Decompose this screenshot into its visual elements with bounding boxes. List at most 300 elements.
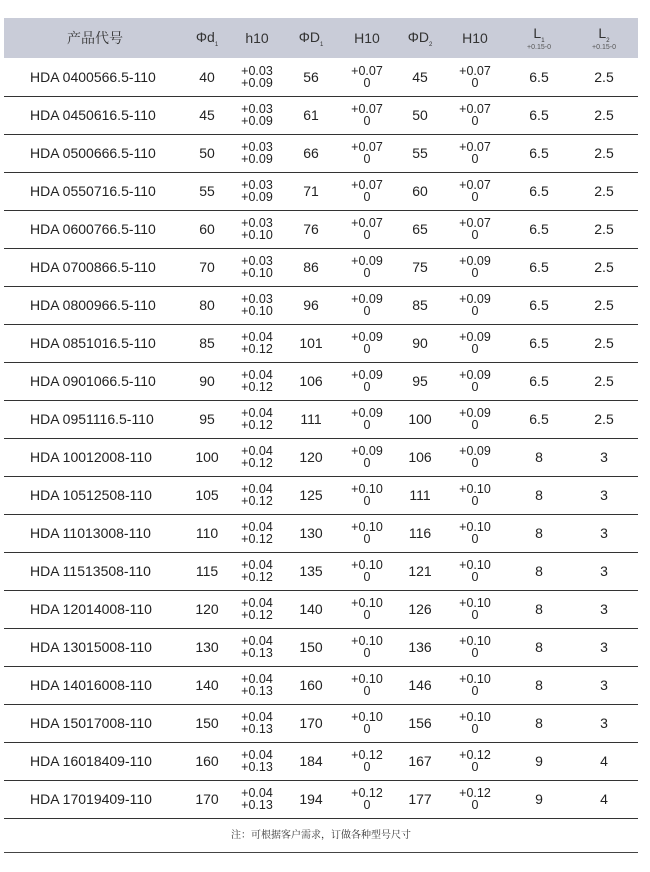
cell-D2: 45 bbox=[398, 58, 442, 96]
cell-H10-a bbox=[336, 134, 398, 172]
cell-h10-lower: +0.13 bbox=[241, 722, 273, 736]
table-row bbox=[4, 438, 638, 476]
cell-L1: 6.5 bbox=[508, 134, 570, 172]
cell-d1: 105 bbox=[186, 476, 228, 514]
cell-H10-a-upper: +0.07 bbox=[351, 140, 383, 154]
cell-d1: 50 bbox=[186, 134, 228, 172]
cell-h10 bbox=[228, 210, 286, 248]
cell-H10-a bbox=[336, 780, 398, 818]
cell-h10 bbox=[228, 628, 286, 666]
cell-H10-a-lower: 0 bbox=[363, 646, 371, 660]
cell-h10-upper: +0.03 bbox=[241, 140, 273, 154]
cell-H10-a-upper: +0.09 bbox=[351, 406, 383, 420]
cell-h10 bbox=[228, 514, 286, 552]
cell-H10-b-lower: 0 bbox=[471, 532, 479, 546]
cell-d1: 120 bbox=[186, 590, 228, 628]
cell-H10-b-upper: +0.09 bbox=[459, 406, 491, 420]
cell-H10-a-upper: +0.09 bbox=[351, 254, 383, 268]
cell-H10-a-lower: 0 bbox=[363, 304, 371, 318]
cell-D2: 156 bbox=[398, 704, 442, 742]
cell-L1: 6.5 bbox=[508, 210, 570, 248]
header-d1: $\Phi d_1$ bbox=[195, 28, 219, 48]
cell-h10 bbox=[228, 590, 286, 628]
cell-L1: 9 bbox=[508, 742, 570, 780]
cell-H10-a bbox=[336, 438, 398, 476]
cell-h10-lower: +0.09 bbox=[241, 75, 273, 90]
cell-H10-b-lower: 0 bbox=[471, 646, 479, 660]
cell-H10-b-lower: 0 bbox=[471, 342, 479, 356]
cell-H10-b bbox=[442, 438, 508, 476]
cell-L1: 8 bbox=[508, 552, 570, 590]
cell-D1: 170 bbox=[286, 704, 336, 742]
cell-H10-a bbox=[336, 628, 398, 666]
cell-h10 bbox=[228, 134, 286, 172]
cell-L2: 3 bbox=[570, 666, 638, 704]
cell-D1: 106 bbox=[286, 362, 336, 400]
cell-D1: 76 bbox=[286, 210, 336, 248]
table-header bbox=[4, 18, 638, 58]
cell-d1: 60 bbox=[186, 210, 228, 248]
cell-D2: 90 bbox=[398, 324, 442, 362]
bottom-rule bbox=[4, 852, 638, 853]
cell-L2: 2.5 bbox=[570, 362, 638, 400]
cell-H10-b-upper: +0.07 bbox=[459, 178, 491, 192]
cell-L2: 2.5 bbox=[570, 286, 638, 324]
table-row bbox=[4, 514, 638, 552]
cell-d1: 160 bbox=[186, 742, 228, 780]
cell-H10-b-lower: 0 bbox=[471, 760, 479, 774]
product-code: HDA 16018409-110 bbox=[4, 742, 186, 780]
cell-H10-a bbox=[336, 58, 398, 96]
table-row bbox=[4, 742, 638, 780]
cell-L2: 3 bbox=[570, 628, 638, 666]
cell-D2: 85 bbox=[398, 286, 442, 324]
cell-h10-upper: +0.04 bbox=[241, 520, 273, 534]
cell-H10-a bbox=[336, 552, 398, 590]
cell-h10 bbox=[228, 552, 286, 590]
cell-H10-b-upper: +0.07 bbox=[459, 216, 491, 230]
cell-L1: 8 bbox=[508, 514, 570, 552]
cell-H10-b-upper: +0.09 bbox=[459, 292, 491, 306]
cell-H10-b-lower: 0 bbox=[471, 570, 479, 584]
cell-L2: 2.5 bbox=[570, 58, 638, 96]
cell-h10 bbox=[228, 476, 286, 514]
cell-d1: 100 bbox=[186, 438, 228, 476]
cell-H10-a-upper: +0.10 bbox=[351, 672, 383, 686]
product-code: HDA 0500666.5-110 bbox=[4, 134, 186, 172]
cell-L1: 8 bbox=[508, 704, 570, 742]
cell-L2: 2.5 bbox=[570, 248, 638, 286]
product-code: HDA 0550716.5-110 bbox=[4, 172, 186, 210]
cell-L1: 8 bbox=[508, 666, 570, 704]
cell-h10-lower: +0.09 bbox=[241, 190, 273, 204]
cell-H10-b-lower: 0 bbox=[471, 608, 479, 622]
cell-L1: 9 bbox=[508, 780, 570, 818]
cell-H10-b bbox=[442, 476, 508, 514]
cell-D2: 116 bbox=[398, 514, 442, 552]
cell-H10-b-upper: +0.10 bbox=[459, 710, 491, 724]
cell-h10-lower: +0.10 bbox=[241, 304, 273, 318]
cell-D2: 55 bbox=[398, 134, 442, 172]
cell-L1: 8 bbox=[508, 438, 570, 476]
cell-H10-a bbox=[336, 362, 398, 400]
table-row bbox=[4, 96, 638, 134]
cell-H10-a-lower: 0 bbox=[363, 342, 371, 356]
table-row bbox=[4, 552, 638, 590]
product-code: HDA 0851016.5-110 bbox=[4, 324, 186, 362]
cell-H10-b-lower: 0 bbox=[471, 266, 479, 280]
cell-D1: 125 bbox=[286, 476, 336, 514]
cell-h10 bbox=[228, 58, 286, 96]
cell-D2: 121 bbox=[398, 552, 442, 590]
product-code: HDA 0800966.5-110 bbox=[4, 286, 186, 324]
table-row bbox=[4, 248, 638, 286]
cell-H10-a-upper: +0.07 bbox=[351, 178, 383, 192]
cell-D1: 160 bbox=[286, 666, 336, 704]
cell-d1: 80 bbox=[186, 286, 228, 324]
cell-H10-b-lower: 0 bbox=[471, 75, 479, 90]
cell-L2: 3 bbox=[570, 590, 638, 628]
cell-L1: 8 bbox=[508, 476, 570, 514]
table-row bbox=[4, 210, 638, 248]
table-row bbox=[4, 400, 638, 438]
cell-H10-b-lower: 0 bbox=[471, 722, 479, 736]
cell-h10-lower: +0.13 bbox=[241, 760, 273, 774]
cell-h10-upper: +0.03 bbox=[241, 254, 273, 268]
cell-h10-lower: +0.12 bbox=[241, 570, 273, 584]
cell-H10-a-upper: +0.12 bbox=[351, 748, 383, 762]
cell-H10-b-lower: 0 bbox=[471, 114, 479, 128]
cell-h10-upper: +0.04 bbox=[241, 710, 273, 724]
cell-H10-b-upper: +0.12 bbox=[459, 786, 491, 800]
cell-H10-b bbox=[442, 134, 508, 172]
cell-H10-a-upper: +0.10 bbox=[351, 710, 383, 724]
cell-H10-a-lower: 0 bbox=[363, 114, 371, 128]
cell-h10-lower: +0.13 bbox=[241, 646, 273, 660]
product-code: HDA 0450616.5-110 bbox=[4, 96, 186, 134]
cell-H10-a bbox=[336, 400, 398, 438]
cell-h10-lower: +0.09 bbox=[241, 114, 273, 128]
cell-H10-b-upper: +0.10 bbox=[459, 634, 491, 648]
product-code: HDA 13015008-110 bbox=[4, 628, 186, 666]
cell-H10-b bbox=[442, 590, 508, 628]
cell-L2: 3 bbox=[570, 438, 638, 476]
cell-D1: 135 bbox=[286, 552, 336, 590]
cell-L2: 2.5 bbox=[570, 134, 638, 172]
cell-H10-b-lower: 0 bbox=[471, 228, 479, 242]
cell-D2: 136 bbox=[398, 628, 442, 666]
cell-H10-b bbox=[442, 742, 508, 780]
table-row bbox=[4, 476, 638, 514]
cell-D2: 95 bbox=[398, 362, 442, 400]
product-code: HDA 0901066.5-110 bbox=[4, 362, 186, 400]
cell-D1: 66 bbox=[286, 134, 336, 172]
cell-H10-a-lower: 0 bbox=[363, 494, 371, 508]
cell-H10-a-lower: 0 bbox=[363, 760, 371, 774]
cell-h10 bbox=[228, 172, 286, 210]
cell-H10-a-lower: 0 bbox=[363, 684, 371, 698]
cell-d1: 130 bbox=[186, 628, 228, 666]
cell-D1: 111 bbox=[286, 400, 336, 438]
cell-H10-a-lower: 0 bbox=[363, 266, 371, 280]
cell-H10-a bbox=[336, 590, 398, 628]
cell-h10-lower: +0.10 bbox=[241, 228, 273, 242]
cell-h10-lower: +0.13 bbox=[241, 684, 273, 698]
cell-h10-upper: +0.03 bbox=[241, 63, 273, 78]
cell-H10-b-upper: +0.09 bbox=[459, 444, 491, 458]
cell-h10 bbox=[228, 704, 286, 742]
cell-H10-a-upper: +0.09 bbox=[351, 444, 383, 458]
cell-H10-b bbox=[442, 552, 508, 590]
cell-L1: 6.5 bbox=[508, 324, 570, 362]
cell-H10-a-lower: 0 bbox=[363, 722, 371, 736]
cell-H10-a-upper: +0.10 bbox=[351, 596, 383, 610]
cell-H10-a bbox=[336, 172, 398, 210]
product-code: HDA 12014008-110 bbox=[4, 590, 186, 628]
cell-D1: 120 bbox=[286, 438, 336, 476]
cell-H10-b-upper: +0.10 bbox=[459, 596, 491, 610]
table-row bbox=[4, 628, 638, 666]
cell-D1: 96 bbox=[286, 286, 336, 324]
cell-h10 bbox=[228, 96, 286, 134]
cell-h10-lower: +0.10 bbox=[241, 266, 273, 280]
cell-H10-b-upper: +0.10 bbox=[459, 558, 491, 572]
cell-h10-upper: +0.04 bbox=[241, 406, 273, 420]
cell-H10-b bbox=[442, 704, 508, 742]
cell-L2: 3 bbox=[570, 704, 638, 742]
cell-H10-a bbox=[336, 742, 398, 780]
cell-h10 bbox=[228, 742, 286, 780]
cell-D2: 177 bbox=[398, 780, 442, 818]
cell-D1: 194 bbox=[286, 780, 336, 818]
cell-h10-lower: +0.12 bbox=[241, 456, 273, 470]
cell-H10-b-lower: 0 bbox=[471, 456, 479, 470]
cell-L2: 2.5 bbox=[570, 324, 638, 362]
cell-h10-upper: +0.03 bbox=[241, 102, 273, 116]
cell-h10 bbox=[228, 362, 286, 400]
cell-H10-a-upper: +0.10 bbox=[351, 520, 383, 534]
cell-H10-b-lower: 0 bbox=[471, 418, 479, 432]
cell-H10-b-upper: +0.09 bbox=[459, 368, 491, 382]
cell-h10-upper: +0.03 bbox=[241, 292, 273, 306]
cell-h10 bbox=[228, 780, 286, 818]
cell-D2: 60 bbox=[398, 172, 442, 210]
cell-D2: 146 bbox=[398, 666, 442, 704]
cell-H10-b bbox=[442, 58, 508, 96]
cell-H10-b-lower: 0 bbox=[471, 304, 479, 318]
product-code: HDA 10512508-110 bbox=[4, 476, 186, 514]
cell-H10-a bbox=[336, 704, 398, 742]
cell-h10-upper: +0.04 bbox=[241, 596, 273, 610]
table-body bbox=[4, 58, 638, 818]
cell-h10-lower: +0.12 bbox=[241, 342, 273, 356]
cell-D2: 111 bbox=[398, 476, 442, 514]
cell-h10-lower: +0.12 bbox=[241, 494, 273, 508]
cell-H10-b-lower: 0 bbox=[471, 152, 479, 166]
cell-D2: 50 bbox=[398, 96, 442, 134]
header-row bbox=[4, 18, 638, 58]
cell-H10-b-lower: 0 bbox=[471, 380, 479, 394]
table-row bbox=[4, 590, 638, 628]
cell-H10-a-lower: 0 bbox=[363, 456, 371, 470]
cell-h10-upper: +0.04 bbox=[241, 444, 273, 458]
cell-L2: 2.5 bbox=[570, 400, 638, 438]
header-H10-b: H10 bbox=[462, 30, 488, 46]
cell-H10-a bbox=[336, 286, 398, 324]
cell-L1: 6.5 bbox=[508, 286, 570, 324]
cell-H10-b-upper: +0.10 bbox=[459, 482, 491, 496]
cell-d1: 140 bbox=[186, 666, 228, 704]
cell-h10-upper: +0.04 bbox=[241, 634, 273, 648]
cell-H10-a-upper: +0.12 bbox=[351, 786, 383, 800]
cell-H10-b bbox=[442, 628, 508, 666]
table-row bbox=[4, 362, 638, 400]
table-row bbox=[4, 704, 638, 742]
cell-h10 bbox=[228, 286, 286, 324]
cell-H10-a bbox=[336, 248, 398, 286]
cell-h10-upper: +0.04 bbox=[241, 748, 273, 762]
cell-D2: 65 bbox=[398, 210, 442, 248]
spec-sheet bbox=[4, 18, 638, 841]
cell-h10-upper: +0.04 bbox=[241, 368, 273, 382]
cell-h10-upper: +0.04 bbox=[241, 672, 273, 686]
cell-d1: 150 bbox=[186, 704, 228, 742]
cell-H10-b bbox=[442, 210, 508, 248]
cell-h10-lower: +0.12 bbox=[241, 532, 273, 546]
product-code: HDA 11513508-110 bbox=[4, 552, 186, 590]
cell-d1: 55 bbox=[186, 172, 228, 210]
product-code: HDA 15017008-110 bbox=[4, 704, 186, 742]
cell-d1: 40 bbox=[186, 58, 228, 96]
cell-L2: 2.5 bbox=[570, 96, 638, 134]
table-row bbox=[4, 286, 638, 324]
cell-H10-b-upper: +0.07 bbox=[459, 102, 491, 116]
table-row bbox=[4, 666, 638, 704]
cell-L1: 8 bbox=[508, 590, 570, 628]
cell-H10-b-lower: 0 bbox=[471, 684, 479, 698]
cell-D1: 101 bbox=[286, 324, 336, 362]
cell-H10-b-lower: 0 bbox=[471, 494, 479, 508]
cell-H10-b bbox=[442, 324, 508, 362]
cell-H10-a-lower: 0 bbox=[363, 418, 371, 432]
header-L1: $L_1$ +0.15-0 bbox=[527, 25, 551, 51]
header-H10-a: H10 bbox=[354, 30, 380, 46]
header-D1: $\Phi D_1$ bbox=[298, 28, 324, 48]
product-code: HDA 0951116.5-110 bbox=[4, 400, 186, 438]
cell-h10 bbox=[228, 666, 286, 704]
cell-H10-b-upper: +0.09 bbox=[459, 330, 491, 344]
cell-H10-b-lower: 0 bbox=[471, 798, 479, 812]
spec-table bbox=[4, 18, 638, 819]
cell-H10-a bbox=[336, 96, 398, 134]
cell-H10-b bbox=[442, 286, 508, 324]
cell-L1: 6.5 bbox=[508, 172, 570, 210]
cell-h10-upper: +0.04 bbox=[241, 330, 273, 344]
cell-h10-upper: +0.03 bbox=[241, 216, 273, 230]
cell-L2: 3 bbox=[570, 476, 638, 514]
header-h10: h10 bbox=[245, 30, 269, 46]
cell-H10-b bbox=[442, 666, 508, 704]
cell-H10-a-lower: 0 bbox=[363, 798, 371, 812]
table-row bbox=[4, 58, 638, 96]
product-code: HDA 0400566.5-110 bbox=[4, 58, 186, 96]
cell-d1: 45 bbox=[186, 96, 228, 134]
cell-H10-a-upper: +0.09 bbox=[351, 292, 383, 306]
cell-H10-a-lower: 0 bbox=[363, 152, 371, 166]
cell-D1: 56 bbox=[286, 58, 336, 96]
cell-d1: 85 bbox=[186, 324, 228, 362]
product-code: HDA 14016008-110 bbox=[4, 666, 186, 704]
header-code: 产品代号 bbox=[67, 30, 123, 46]
cell-H10-b-upper: +0.10 bbox=[459, 520, 491, 534]
cell-H10-a bbox=[336, 514, 398, 552]
product-code: HDA 10012008-110 bbox=[4, 438, 186, 476]
cell-H10-b-upper: +0.12 bbox=[459, 748, 491, 762]
product-code: HDA 17019409-110 bbox=[4, 780, 186, 818]
cell-H10-a-upper: +0.07 bbox=[351, 216, 383, 230]
cell-L1: 6.5 bbox=[508, 58, 570, 96]
product-code: HDA 0700866.5-110 bbox=[4, 248, 186, 286]
table-row bbox=[4, 172, 638, 210]
cell-d1: 70 bbox=[186, 248, 228, 286]
cell-D2: 167 bbox=[398, 742, 442, 780]
cell-H10-a-upper: +0.10 bbox=[351, 558, 383, 572]
cell-D2: 100 bbox=[398, 400, 442, 438]
cell-L2: 4 bbox=[570, 780, 638, 818]
cell-H10-a bbox=[336, 666, 398, 704]
cell-H10-b-upper: +0.10 bbox=[459, 672, 491, 686]
table-row bbox=[4, 780, 638, 818]
cell-H10-a-upper: +0.07 bbox=[351, 63, 383, 78]
cell-D2: 126 bbox=[398, 590, 442, 628]
table-row bbox=[4, 324, 638, 362]
product-code: HDA 11013008-110 bbox=[4, 514, 186, 552]
cell-D1: 71 bbox=[286, 172, 336, 210]
cell-H10-b bbox=[442, 96, 508, 134]
cell-h10 bbox=[228, 438, 286, 476]
cell-L2: 2.5 bbox=[570, 210, 638, 248]
cell-h10-upper: +0.04 bbox=[241, 558, 273, 572]
cell-H10-a bbox=[336, 476, 398, 514]
cell-h10-lower: +0.12 bbox=[241, 380, 273, 394]
cell-h10-lower: +0.12 bbox=[241, 418, 273, 432]
cell-L2: 3 bbox=[570, 552, 638, 590]
cell-H10-a-lower: 0 bbox=[363, 380, 371, 394]
cell-L1: 8 bbox=[508, 628, 570, 666]
cell-H10-a bbox=[336, 210, 398, 248]
cell-D1: 184 bbox=[286, 742, 336, 780]
cell-H10-b bbox=[442, 362, 508, 400]
cell-d1: 95 bbox=[186, 400, 228, 438]
cell-H10-a-lower: 0 bbox=[363, 608, 371, 622]
cell-H10-b bbox=[442, 248, 508, 286]
cell-d1: 170 bbox=[186, 780, 228, 818]
cell-H10-a bbox=[336, 324, 398, 362]
cell-H10-b-upper: +0.07 bbox=[459, 140, 491, 154]
cell-d1: 90 bbox=[186, 362, 228, 400]
cell-H10-b-upper: +0.09 bbox=[459, 254, 491, 268]
cell-h10 bbox=[228, 324, 286, 362]
cell-h10-lower: +0.12 bbox=[241, 608, 273, 622]
cell-h10 bbox=[228, 400, 286, 438]
cell-h10-upper: +0.04 bbox=[241, 786, 273, 800]
header-L2: $L_2$ +0.15-0 bbox=[592, 25, 616, 51]
cell-h10-upper: +0.04 bbox=[241, 482, 273, 496]
cell-L1: 6.5 bbox=[508, 248, 570, 286]
cell-H10-a-lower: 0 bbox=[363, 570, 371, 584]
cell-D2: 106 bbox=[398, 438, 442, 476]
cell-L2: 3 bbox=[570, 514, 638, 552]
